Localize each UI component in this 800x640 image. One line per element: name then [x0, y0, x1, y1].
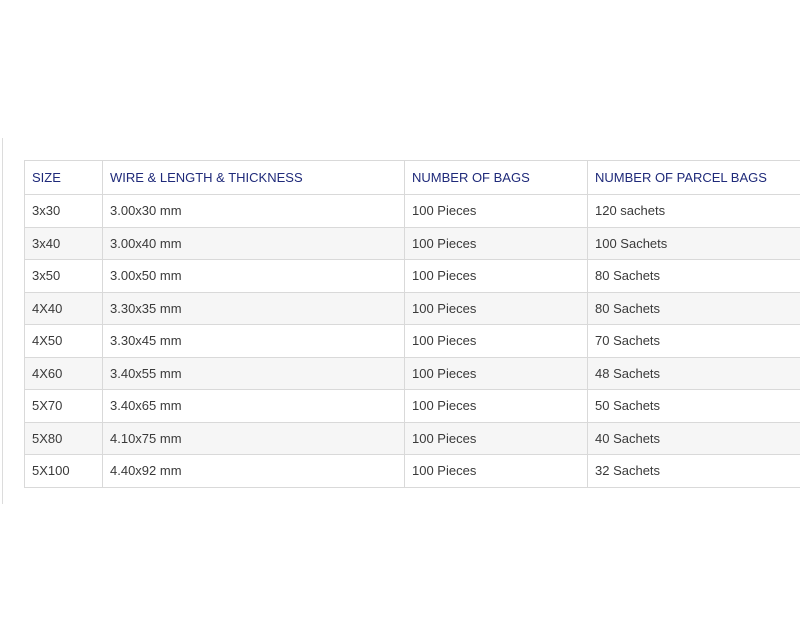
spec-table-container: [24, 160, 800, 488]
table-header-row: [25, 161, 800, 195]
table-row: [25, 422, 800, 455]
cell-size: 4X60: [25, 357, 103, 390]
left-divider: [2, 138, 3, 504]
table-row: [25, 455, 800, 488]
cell-wire: 3.00x50 mm: [103, 260, 405, 293]
cell-parcel-bags: 48 Sachets: [588, 357, 800, 390]
cell-size: 5X100: [25, 455, 103, 488]
cell-bags: 100 Pieces: [405, 422, 588, 455]
cell-parcel-bags: 120 sachets: [588, 195, 800, 228]
cell-parcel-bags: 70 Sachets: [588, 325, 800, 358]
cell-parcel-bags: 50 Sachets: [588, 390, 800, 423]
header-number-of-bags: NUMBER OF BAGS: [405, 161, 588, 195]
cell-bags: 100 Pieces: [405, 455, 588, 488]
cell-wire: 3.30x45 mm: [103, 325, 405, 358]
cell-parcel-bags: 32 Sachets: [588, 455, 800, 488]
cell-bags: 100 Pieces: [405, 260, 588, 293]
cell-wire: 3.40x55 mm: [103, 357, 405, 390]
cell-bags: 100 Pieces: [405, 357, 588, 390]
cell-size: 4X50: [25, 325, 103, 358]
cell-bags: 100 Pieces: [405, 292, 588, 325]
table-row: [25, 357, 800, 390]
cell-parcel-bags: 100 Sachets: [588, 227, 800, 260]
cell-size: 5X70: [25, 390, 103, 423]
header-wire-length-thickness: WIRE & LENGTH & THICKNESS: [103, 161, 405, 195]
cell-wire: 4.10x75 mm: [103, 422, 405, 455]
cell-wire: 3.30x35 mm: [103, 292, 405, 325]
cell-wire: 3.00x30 mm: [103, 195, 405, 228]
table-row: [25, 292, 800, 325]
table-row: [25, 325, 800, 358]
table-row: [25, 260, 800, 293]
cell-parcel-bags: 40 Sachets: [588, 422, 800, 455]
cell-parcel-bags: 80 Sachets: [588, 260, 800, 293]
cell-bags: 100 Pieces: [405, 390, 588, 423]
cell-bags: 100 Pieces: [405, 195, 588, 228]
cell-wire: 4.40x92 mm: [103, 455, 405, 488]
cell-parcel-bags: 80 Sachets: [588, 292, 800, 325]
cell-size: 3x50: [25, 260, 103, 293]
cell-bags: 100 Pieces: [405, 227, 588, 260]
table-row: [25, 227, 800, 260]
table-row: [25, 195, 800, 228]
cell-size: 4X40: [25, 292, 103, 325]
cell-wire: 3.00x40 mm: [103, 227, 405, 260]
cell-bags: 100 Pieces: [405, 325, 588, 358]
spec-table: [24, 160, 800, 488]
cell-size: 3x40: [25, 227, 103, 260]
header-size: SIZE: [25, 161, 103, 195]
cell-wire: 3.40x65 mm: [103, 390, 405, 423]
cell-size: 3x30: [25, 195, 103, 228]
table-row: [25, 390, 800, 423]
header-number-of-parcel-bags: NUMBER OF PARCEL BAGS: [588, 161, 800, 195]
cell-size: 5X80: [25, 422, 103, 455]
